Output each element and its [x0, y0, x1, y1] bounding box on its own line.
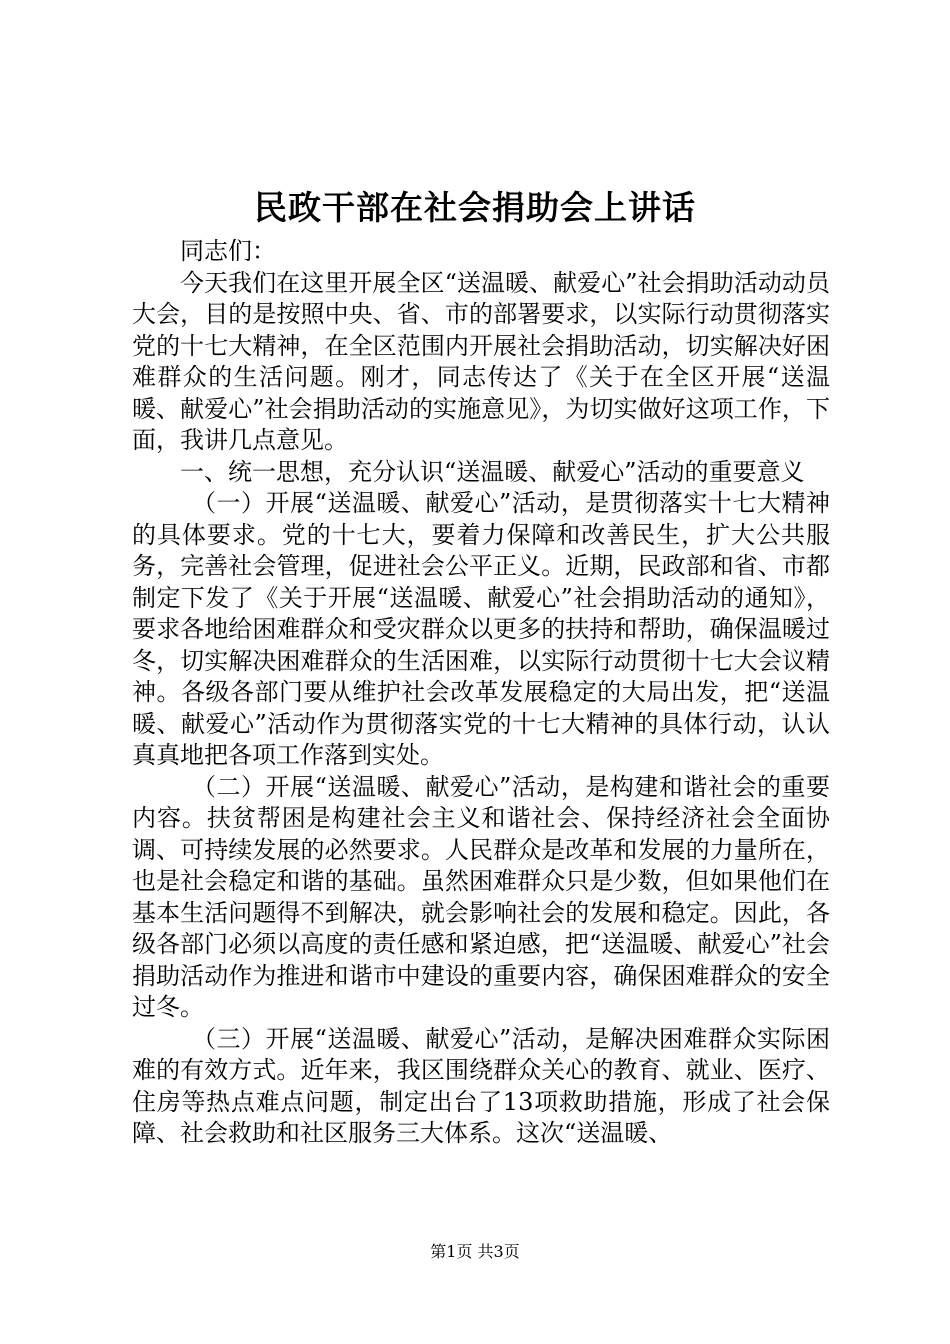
- page-footer: 第1页 共3页: [430, 1242, 520, 1261]
- section-heading-1: 一、统一思想，充分认识“送温暖、献爱心”活动的重要意义: [180, 457, 805, 486]
- document-body: [132, 236, 830, 1150]
- paragraph-point-2: （二）开展“送温暖、献爱心”活动，是构建和谐社会的重要内容。扶贫帮困是构建社会主义和谐社会、保持经济社会全面协调、可持续发展的必然要求。人民群众是改革和发展的力量所在，也是社会稳定和谐的基础。虽然困难群众只是少数，但如果他们在基本生活问题得不到解决，就会影响社会的发展和稳定。因此，各级各部门必须以高度的责任感和紧迫感，把“送温暖、献爱心”社会捐助活动作为推进和谐市中建设的重要内容，确保困难群众的安全过冬。: [132, 772, 830, 1021]
- paragraph-intro: 今天我们在这里开展全区“送温暖、献爱心”社会捐助活动动员大会，目的是按照中央、省、市的部署要求，以实际行动贯彻落实党的十七大精神，在全区范围内开展社会捐助活动，切实解决好困难群众的生活问题。刚才，同志传达了《关于在全区开展“送温暖、献爱心”社会捐助活动的实施意见》，为切实做好这项工作，下面，我讲几点意见。: [132, 268, 830, 454]
- salutation: 同志们：: [180, 237, 276, 265]
- paragraph-point-1: （一）开展“送温暖、献爱心”活动，是贯彻落实十七大精神的具体要求。党的十七大，要着力保障和改善民生，扩大公共服务，完善社会管理，促进社会公平正义。近期，民政部和省、市都制定下发了《关于开展“送温暖、献爱心”社会捐助活动的通知》，要求各地给困难群众和受灾群众以更多的扶持和帮助，确保温暖过冬，切实解决困难群众的生活困难，以实际行动贯彻十七大会议精神。各级各部门要从维护社会改革发展稳定的大局出发，把“送温暖、献爱心”活动作为贯彻落实党的十七大精神的具体行动，认认真真地把各项工作落到实处。: [132, 489, 830, 769]
- document-title: 民政干部在社会捐助会上讲话: [254, 188, 696, 227]
- paragraph-point-3: （三）开展“送温暖、献爱心”活动，是解决困难群众实际困难的有效方式。近年来，我区围绕群众关心的教育、就业、医疗、住房等热点难点问题，制定出台了13项救助措施，形成了社会保障、社会救助和社区服务三大体系。这次“送温暖、: [132, 1024, 830, 1147]
